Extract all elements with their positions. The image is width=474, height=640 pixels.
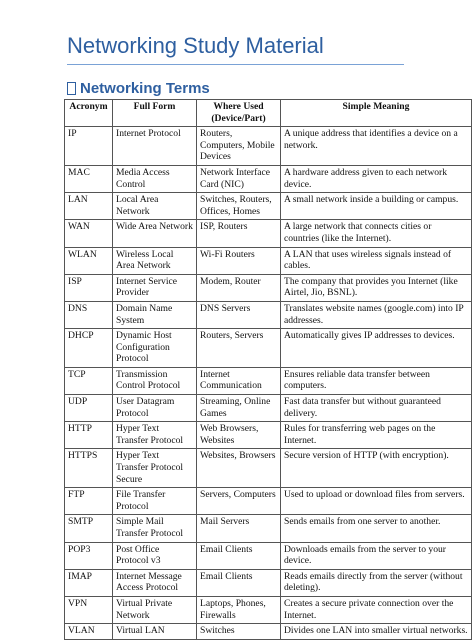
- header-where-used: Where Used (Device/Part): [197, 100, 281, 127]
- table-row: [65, 569, 472, 596]
- cell-full-form: File Transfer Protocol: [113, 488, 197, 515]
- cell-full-form: Media Access Control: [113, 165, 197, 192]
- header-full-form: Full Form: [113, 100, 197, 127]
- cell-acronym: UDP: [65, 395, 113, 422]
- cell-where-used: Wi-Fi Routers: [197, 247, 281, 274]
- cell-acronym: WAN: [65, 220, 113, 247]
- table-row: [65, 395, 472, 422]
- table-row: [65, 624, 472, 640]
- cell-where-used: Switches: [197, 624, 281, 640]
- header-acronym: Acronym: [65, 100, 113, 127]
- section-heading-text: Networking Terms: [80, 80, 210, 97]
- cell-acronym: LAN: [65, 193, 113, 220]
- cell-full-form: Internet Message Access Protocol: [113, 569, 197, 596]
- cell-where-used: Routers, Servers: [197, 329, 281, 368]
- cell-acronym: DNS: [65, 301, 113, 328]
- cell-simple-meaning: Rules for transferring web pages on the Internet.: [281, 422, 472, 449]
- cell-acronym: SMTP: [65, 515, 113, 542]
- table-row: [65, 165, 472, 192]
- cell-full-form: Local Area Network: [113, 193, 197, 220]
- cell-where-used: Modem, Router: [197, 274, 281, 301]
- cell-where-used: Streaming, Online Games: [197, 395, 281, 422]
- cell-acronym: FTP: [65, 488, 113, 515]
- table-row: [65, 596, 472, 623]
- cell-acronym: HTTPS: [65, 449, 113, 488]
- cell-full-form: Virtual Private Network: [113, 596, 197, 623]
- cell-simple-meaning: Downloads emails from the server to your device.: [281, 542, 472, 569]
- cell-where-used: Web Browsers, Websites: [197, 422, 281, 449]
- table-row: [65, 127, 472, 166]
- cell-full-form: Hyper Text Transfer Protocol: [113, 422, 197, 449]
- cell-simple-meaning: A large network that connects cities or countries (like the Internet).: [281, 220, 472, 247]
- cell-acronym: IMAP: [65, 569, 113, 596]
- cell-acronym: ISP: [65, 274, 113, 301]
- cell-simple-meaning: Translates website names (google.com) into IP addresses.: [281, 301, 472, 328]
- table-row: [65, 515, 472, 542]
- table-row: [65, 247, 472, 274]
- table-row: [65, 193, 472, 220]
- title-underline: [67, 64, 404, 65]
- cell-full-form: Simple Mail Transfer Protocol: [113, 515, 197, 542]
- cell-simple-meaning: Reads emails directly from the server (without deleting).: [281, 569, 472, 596]
- cell-where-used: ISP, Routers: [197, 220, 281, 247]
- cell-acronym: DHCP: [65, 329, 113, 368]
- cell-simple-meaning: A hardware address given to each network device.: [281, 165, 472, 192]
- networking-terms-table: [64, 99, 472, 640]
- header-simple-meaning: Simple Meaning: [281, 100, 472, 127]
- cell-acronym: POP3: [65, 542, 113, 569]
- cell-simple-meaning: Secure version of HTTP (with encryption).: [281, 449, 472, 488]
- table-row: [65, 449, 472, 488]
- cell-acronym: VPN: [65, 596, 113, 623]
- cell-full-form: Internet Protocol: [113, 127, 197, 166]
- cell-where-used: Email Clients: [197, 542, 281, 569]
- cell-simple-meaning: Creates a secure private connection over the Internet.: [281, 596, 472, 623]
- cell-where-used: Websites, Browsers: [197, 449, 281, 488]
- table-row: [65, 488, 472, 515]
- missing-glyph-icon: [67, 82, 76, 95]
- table-row: [65, 220, 472, 247]
- table-row: [65, 329, 472, 368]
- cell-simple-meaning: Sends emails from one server to another.: [281, 515, 472, 542]
- cell-simple-meaning: A small network inside a building or campus.: [281, 193, 472, 220]
- table-row: [65, 301, 472, 328]
- cell-where-used: Routers, Computers, Mobile Devices: [197, 127, 281, 166]
- section-heading: [67, 80, 210, 97]
- cell-acronym: HTTP: [65, 422, 113, 449]
- cell-simple-meaning: The company that provides you Internet (like Airtel, Jio, BSNL).: [281, 274, 472, 301]
- cell-where-used: Laptops, Phones, Firewalls: [197, 596, 281, 623]
- cell-where-used: Internet Communication: [197, 367, 281, 394]
- table-header-row: [65, 100, 472, 127]
- cell-simple-meaning: Used to upload or download files from servers.: [281, 488, 472, 515]
- cell-full-form: Dynamic Host Configuration Protocol: [113, 329, 197, 368]
- cell-acronym: VLAN: [65, 624, 113, 640]
- cell-full-form: Wireless Local Area Network: [113, 247, 197, 274]
- cell-full-form: Internet Service Provider: [113, 274, 197, 301]
- table-row: [65, 542, 472, 569]
- cell-simple-meaning: Automatically gives IP addresses to devices.: [281, 329, 472, 368]
- document-title: Networking Study Material: [67, 33, 324, 58]
- cell-acronym: TCP: [65, 367, 113, 394]
- cell-acronym: WLAN: [65, 247, 113, 274]
- cell-where-used: Mail Servers: [197, 515, 281, 542]
- cell-simple-meaning: Ensures reliable data transfer between computers.: [281, 367, 472, 394]
- cell-full-form: Wide Area Network: [113, 220, 197, 247]
- cell-full-form: Post Office Protocol v3: [113, 542, 197, 569]
- cell-simple-meaning: A LAN that uses wireless signals instead of cables.: [281, 247, 472, 274]
- table-row: [65, 422, 472, 449]
- table-row: [65, 274, 472, 301]
- table-body: [65, 127, 472, 640]
- cell-full-form: Hyper Text Transfer Protocol Secure: [113, 449, 197, 488]
- cell-where-used: Servers, Computers: [197, 488, 281, 515]
- cell-acronym: IP: [65, 127, 113, 166]
- cell-full-form: Virtual LAN: [113, 624, 197, 640]
- cell-full-form: Domain Name System: [113, 301, 197, 328]
- cell-full-form: Transmission Control Protocol: [113, 367, 197, 394]
- cell-acronym: MAC: [65, 165, 113, 192]
- cell-simple-meaning: Divides one LAN into smaller virtual networks.: [281, 624, 472, 640]
- cell-full-form: User Datagram Protocol: [113, 395, 197, 422]
- cell-where-used: Switches, Routers, Offices, Homes: [197, 193, 281, 220]
- table-row: [65, 367, 472, 394]
- cell-where-used: DNS Servers: [197, 301, 281, 328]
- cell-where-used: Network Interface Card (NIC): [197, 165, 281, 192]
- cell-simple-meaning: A unique address that identifies a device on a network.: [281, 127, 472, 166]
- cell-simple-meaning: Fast data transfer but without guaranteed delivery.: [281, 395, 472, 422]
- cell-where-used: Email Clients: [197, 569, 281, 596]
